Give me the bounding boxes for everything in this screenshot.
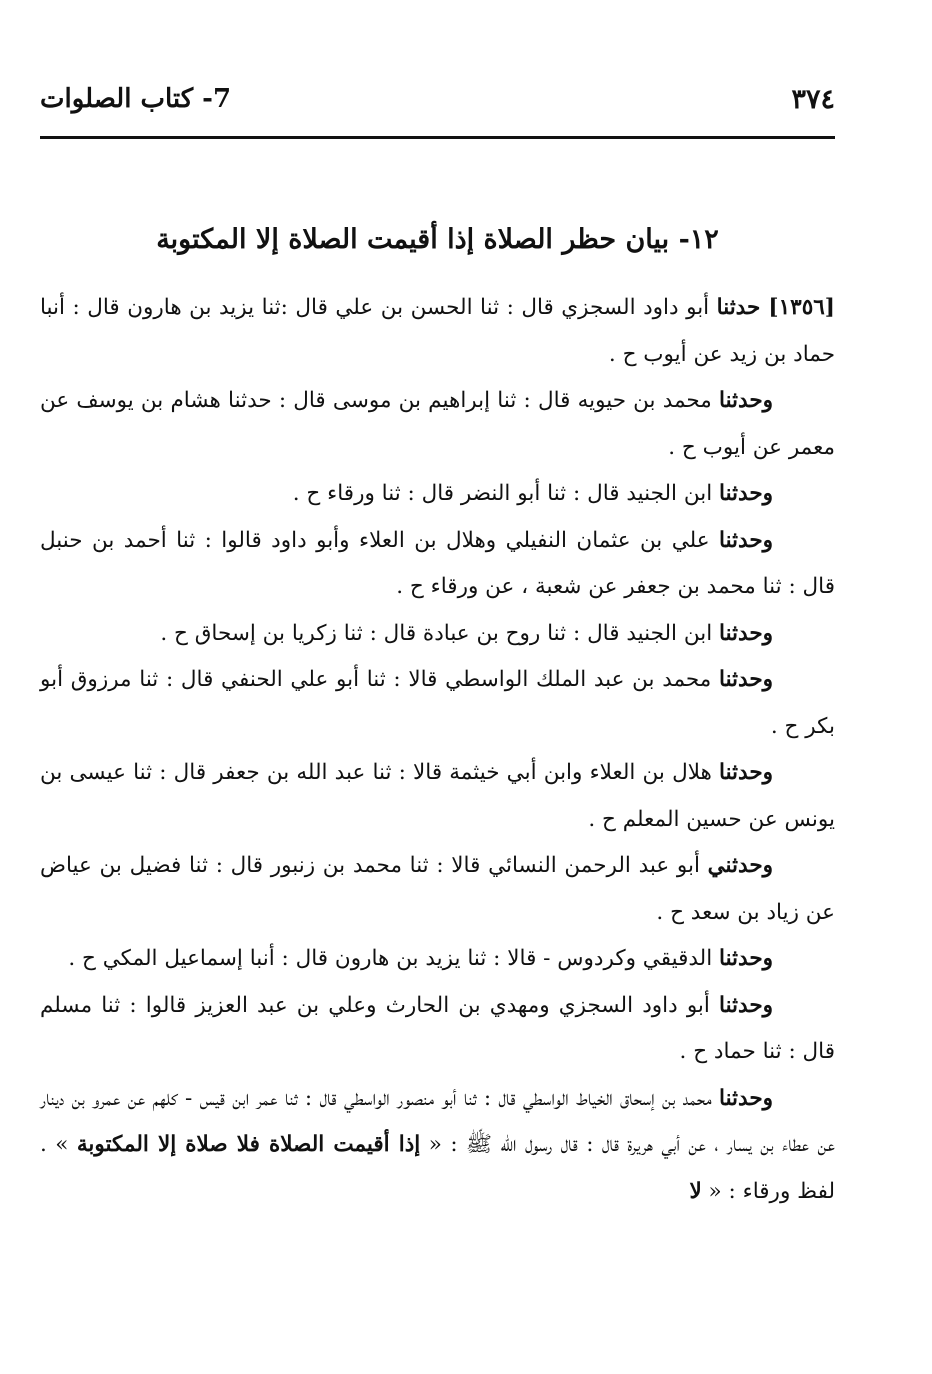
paragraph xyxy=(40,611,835,658)
paragraph-text: أبو عبد الرحمن النسائي قالا : ثنا محمد بن زنبور قال : ثنا فضيل بن عياض عن زياد بن سعد ح . xyxy=(40,853,835,925)
narration-lead: وحدثنا xyxy=(719,1085,773,1111)
paragraph xyxy=(40,285,835,378)
body-text xyxy=(40,285,835,1215)
paragraph xyxy=(40,657,835,750)
narration-lead: وحدثنا xyxy=(719,760,773,785)
narration-lead: وحدثنا xyxy=(719,667,773,692)
paragraph-text: الدقيقي وكردوس - قالا : ثنا يزيد بن هارون قال : أنبا إسماعيل المكي ح . xyxy=(68,946,720,971)
paragraph-tail-bold: لا xyxy=(689,1178,702,1204)
paragraph-text: أبو داود السجزي قال : ثنا الحسن بن علي قال :ثنا يزيد بن هارون قال : أنبا حماد بن زيد عن أيوب ح . xyxy=(40,295,835,367)
paragraph-text: ابن الجنيد قال : ثنا روح بن عبادة قال : ثنا زكريا بن إسحاق ح . xyxy=(160,620,720,646)
narration-lead: وحدثنا xyxy=(719,946,773,971)
narration-lead: وحدثنا xyxy=(719,992,773,1018)
paragraph xyxy=(40,843,835,936)
paragraph-text: علي بن عثمان النفيلي وهلال بن العلاء وأبو داود قالوا : ثنا أحمد بن حنبل قال : ثنا محمد بن جعفر عن شعبة ، عن ورقاء ح . xyxy=(40,527,835,599)
paragraph-text: ابن الجنيد قال : ثنا أبو النضر قال : ثنا ورقاء ح . xyxy=(292,481,720,506)
page-number: ٣٧٤ xyxy=(791,84,835,115)
narration-lead: [١٣٥٦] حدثنا xyxy=(716,295,835,320)
narration-lead: وحدثنا xyxy=(719,388,773,413)
narration-lead: وحدثنا xyxy=(719,481,773,506)
paragraph xyxy=(40,983,835,1076)
narration-lead: وحدثنا xyxy=(719,527,773,553)
paragraph-text: أبو داود السجزي ومهدي بن الحارث وعلي بن عبد العزيز قالوا : ثنا مسلم قال : ثنا حماد ح . xyxy=(40,992,835,1064)
paragraph xyxy=(40,936,835,983)
narration-lead: وحدثنا xyxy=(719,620,773,646)
section-title: ١٢- بيان حظر الصلاة إذا أقيمت الصلاة إلا المكتوبة xyxy=(156,224,719,255)
paragraph-text: هلال بن العلاء وابن أبي خيثمة قالا : ثنا عبد الله بن جعفر قال : ثنا عيسى بن يونس عن حسين المعلم ح . xyxy=(40,760,835,832)
paragraph-text: محمد بن حيويه قال : ثنا إبراهيم بن موسى قال : حدثنا هشام بن يوسف عن معمر عن أيوب ح . xyxy=(40,388,835,460)
page-header xyxy=(40,78,835,126)
narration-lead: وحدثني xyxy=(707,853,773,878)
paragraph xyxy=(40,1076,835,1216)
paragraph xyxy=(40,750,835,843)
hadith-quote: إذا أقيمت الصلاة فلا صلاة إلا المكتوبة xyxy=(76,1132,421,1157)
paragraph xyxy=(40,378,835,471)
paragraph-tail: » . لفظ ورقاء : « xyxy=(40,1132,835,1204)
paragraph xyxy=(40,518,835,611)
running-head: 7- كتاب الصلوات xyxy=(40,84,232,114)
header-rule xyxy=(40,136,835,139)
paragraph-text: محمد بن عبد الملك الواسطي قالا : ثنا أبو علي الحنفي قال : ثنا مرزوق أبو بكر ح . xyxy=(40,667,835,739)
paragraph-text: محمد بن إسحاق الخياط الواسطي قال : ثنا أبو منصور الواسطي قال : ثنا عمر ابن قيس - كلهم عن عمرو بن دينار عن عطاء بن يسار ، عن أبي هريرة قال : قال رسول الله ﷺ : « xyxy=(40,1085,835,1157)
paragraph xyxy=(40,471,835,518)
